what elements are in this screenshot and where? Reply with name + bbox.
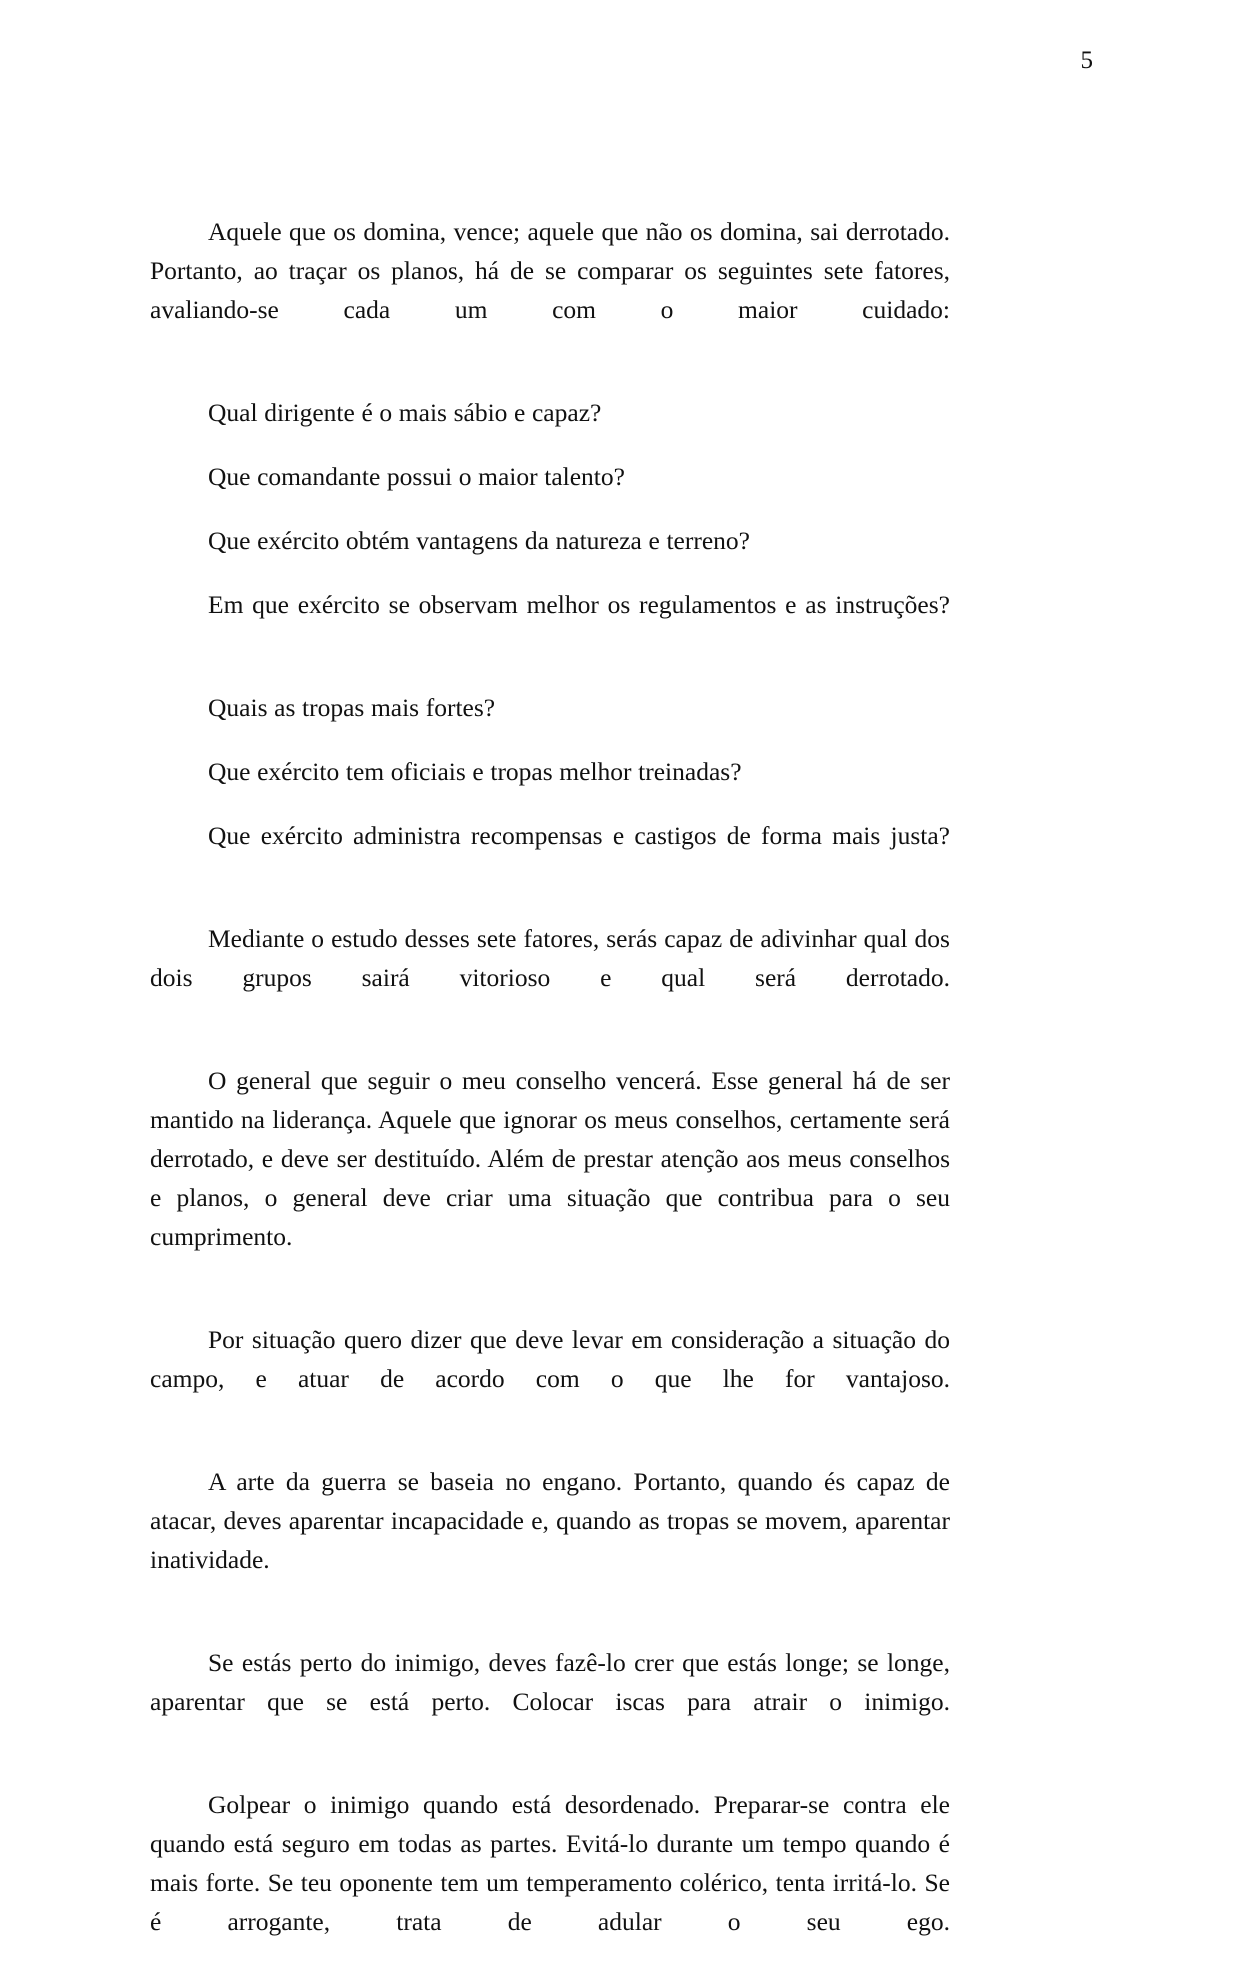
page-number: 5 xyxy=(1080,47,1093,74)
page-header xyxy=(148,48,1093,88)
paragraph: Aquele que os domina, vence; aquele que não os domina, sai derrotado. Portanto, ao traçar os planos, há de se comparar os seguintes sete fatores, avaliando-se cada um com o maior cuidado: xyxy=(150,217,950,324)
paragraph: Que exército tem oficiais e tropas melhor treinadas? xyxy=(208,757,742,786)
paragraph: Quais as tropas mais fortes? xyxy=(208,693,496,722)
paragraph: Que comandante possui o maior talento? xyxy=(208,462,625,491)
paragraph: Mediante o estudo desses sete fatores, serás capaz de adivinhar qual dos dois grupos sairá vitorioso e qual será derrotado. xyxy=(150,924,950,992)
paragraph: O general que seguir o meu conselho vencerá. Esse general há de ser mantido na liderança. Aquele que ignorar os meus conselhos, certamente será derrotado, e deve ser destituído. Além de prestar atenção aos meus conselhos e planos, o general deve criar uma situação que contribua para o seu cumprimento. xyxy=(150,1066,950,1251)
paragraph: Que exército administra recompensas e castigos de forma mais justa? xyxy=(208,821,950,850)
paragraph: A arte da guerra se baseia no engano. Portanto, quando és capaz de atacar, deves aparentar incapacidade e, quando as tropas se movem, aparentar inatividade. xyxy=(150,1467,950,1574)
paragraph: Golpear o inimigo quando está desordenado. Preparar-se contra ele quando está seguro em todas as partes. Evitá-lo durante um tempo quando é mais forte. Se teu oponente tem um temperamento colérico, tenta irritá-lo. Se é arrogante, trata de adular o seu ego. xyxy=(150,1790,950,1936)
paragraph: Em que exército se observam melhor os regulamentos e as instruções? xyxy=(208,590,950,619)
paragraph: Qual dirigente é o mais sábio e capaz? xyxy=(208,398,602,427)
body-text-block xyxy=(150,212,950,1980)
paragraph: Que exército obtém vantagens da natureza e terreno? xyxy=(208,526,750,555)
paragraph: Se estás perto do inimigo, deves fazê-lo crer que estás longe; se longe, aparentar que se está perto. Colocar iscas para atrair o inimigo. xyxy=(150,1648,950,1716)
paragraph: Por situação quero dizer que deve levar em consideração a situação do campo, e atuar de acordo com o que lhe for vantajoso. xyxy=(150,1325,950,1393)
